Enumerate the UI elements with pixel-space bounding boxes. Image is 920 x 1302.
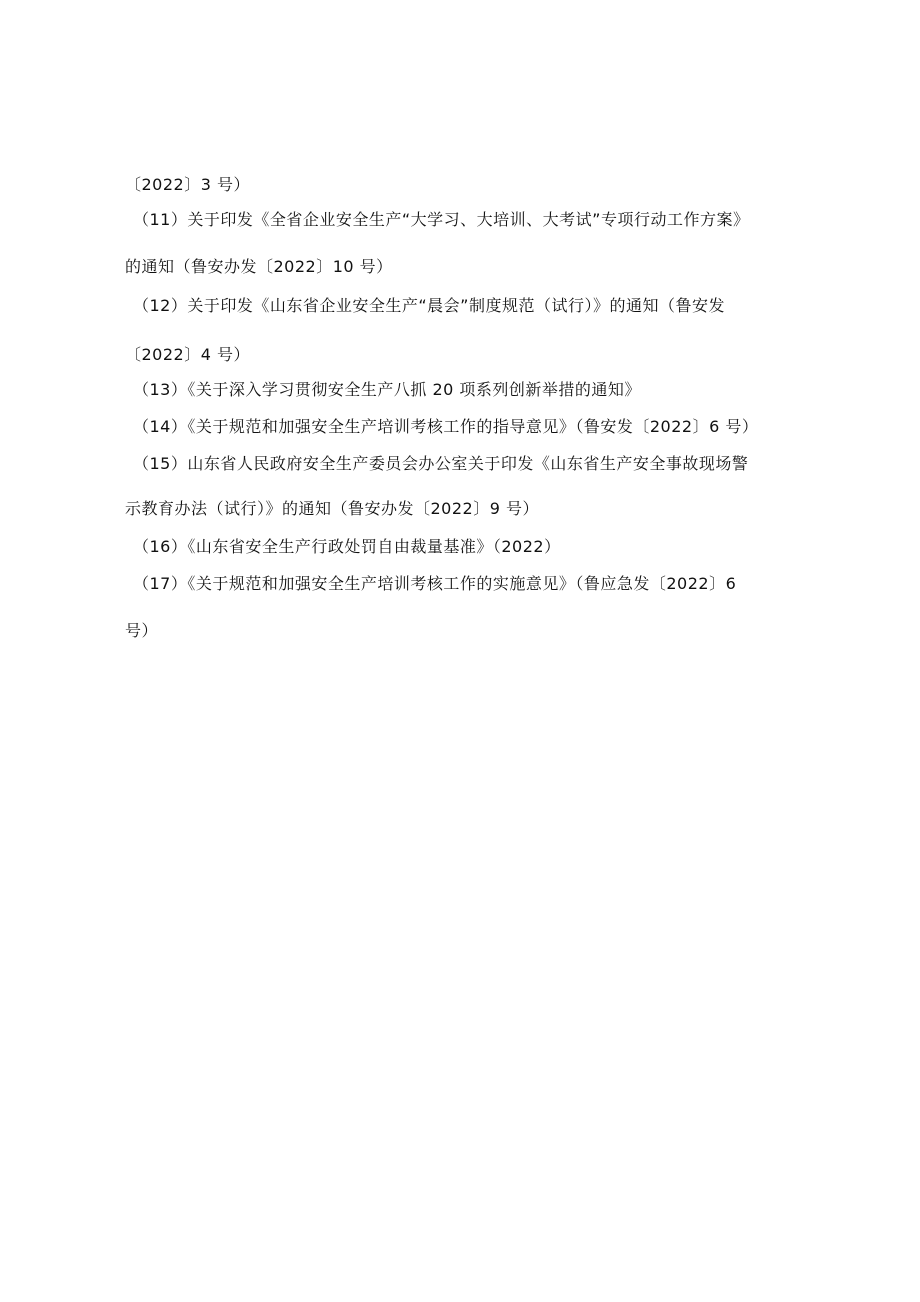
text-line-2: （11）关于印发《全省企业安全生产“大学习、大培训、大考试”专项行动工作方案》 [133,210,750,229]
text-line-12: 号） [125,621,159,640]
text-line-8: （15）山东省人民政府安全生产委员会办公室关于印发《山东省生产安全事故现场警 [133,454,749,473]
text-line-4: （12）关于印发《山东省企业安全生产“晨会”制度规范（试行）》的通知（鲁安发 [133,296,725,315]
text-line-10: （16）《山东省安全生产行政处罚自由裁量基准》（2022） [133,537,561,556]
text-line-3: 的通知（鲁安办发〔2022〕10 号） [125,257,393,276]
text-line-5: 〔2022〕4 号） [125,345,250,364]
text-line-9: 示教育办法（试行）》的通知（鲁安办发〔2022〕9 号） [125,499,539,518]
text-line-11: （17）《关于规范和加强安全生产培训考核工作的实施意见》（鲁应急发〔2022〕6 [133,574,737,593]
text-line-7: （14）《关于规范和加强安全生产培训考核工作的指导意见》（鲁安发〔2022〕6 号） [133,417,759,436]
text-line-6: （13）《关于深入学习贯彻安全生产八抓 20 项系列创新举措的通知》 [133,380,641,399]
text-line-1: 〔2022〕3 号） [125,175,250,194]
